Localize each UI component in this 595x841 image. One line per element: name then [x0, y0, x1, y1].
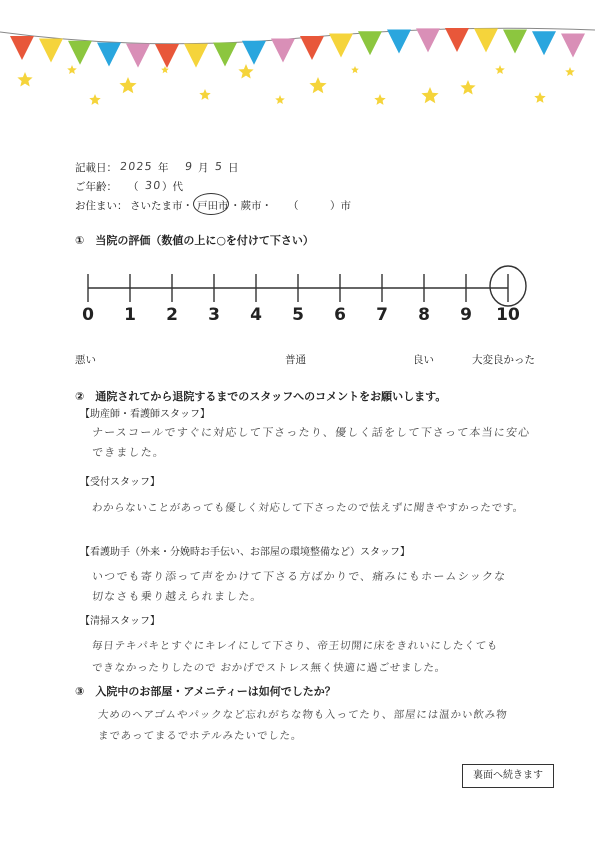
scale-label-7: 7 [376, 305, 388, 325]
cleaning-label: 【清掃スタッフ】 [80, 616, 160, 627]
star-icon [89, 94, 100, 105]
bunting-flag [416, 28, 440, 52]
age-value: 30 [144, 179, 163, 192]
scale-label-3: 3 [208, 305, 220, 325]
month-unit: 月 [198, 162, 209, 174]
star-icon [17, 72, 32, 87]
assistant-comment-line1: いつでも寄り添って声をかけて下さる方ばかりで、痛みにもホームシックな [91, 570, 507, 583]
bunting-flag [213, 42, 237, 66]
bunting-flag [184, 44, 208, 68]
bunting-flag [387, 30, 411, 54]
residence-option-1: さいたま市・ [130, 200, 193, 212]
scale-label-10: 10 [496, 305, 520, 325]
scale-label-1: 1 [124, 305, 136, 325]
bunting-flag [271, 38, 295, 62]
bunting-flag [155, 44, 179, 68]
bunting-flag [532, 31, 556, 55]
residence-option-3: ・蕨市・ [230, 200, 272, 212]
age-label: ご年齢： [75, 181, 117, 193]
day-unit: 日 [228, 162, 239, 174]
midwife-comment-line1: ナースコールですぐに対応して下さったり、優しく話をして下さって本当に安心 [91, 426, 532, 439]
date-month: 9 [184, 160, 194, 173]
bunting-flag [561, 34, 585, 58]
cleaning-comment-line2: できなかったりしたので おかげでストレス無く快適に過ごせました。 [91, 662, 447, 674]
star-icon [161, 66, 169, 73]
bunting-flag [68, 41, 92, 65]
star-icon [351, 66, 359, 73]
residence-option-2: 戸田市 [197, 200, 229, 212]
star-icon [199, 89, 210, 100]
age-open: （ [128, 181, 139, 193]
q1-title: ① 当院の評価（数値の上に○を付けて下さい） [75, 234, 314, 247]
anchor-normal: 普通 [285, 354, 306, 366]
bunting-flag [39, 38, 63, 62]
bunting-flag [97, 42, 121, 66]
star-icon [238, 64, 253, 79]
star-icon [119, 77, 136, 93]
scale-label-4: 4 [250, 305, 262, 325]
date-label: 記載日： [75, 162, 117, 174]
cleaning-comment-line1: 毎日テキパキとすぐにキレイにして下さり、帝王切開に床をきれいにしたくても [91, 640, 499, 652]
scale-label-2: 2 [166, 305, 178, 325]
scale-label-9: 9 [460, 305, 472, 325]
bunting-banner [0, 0, 595, 120]
residence-option-4: （ ）市 [288, 200, 351, 212]
age-close: ）代 [162, 181, 183, 193]
bunting-flag [10, 36, 34, 60]
bunting-flag [242, 41, 266, 65]
star-icon [495, 65, 505, 74]
date-year: 2025 [119, 160, 154, 173]
q2-title: ② 通院されてから退院するまでのスタッフへのコメントをお願いします。 [75, 390, 447, 403]
scale-label-0: 0 [82, 305, 94, 325]
residence-label: お住まい： [75, 200, 128, 212]
bunting-flag [300, 36, 324, 60]
star-icon [421, 87, 438, 103]
anchor-very-good: 大変良かった [472, 354, 535, 366]
reception-comment-line1: わからないことがあっても優しく対応して下さったので怯えずに聞きやすかったです。 [91, 502, 525, 514]
assistant-comment-line2: 切なさも乗り越えられました。 [91, 590, 264, 603]
q3-title: ③ 入院中のお部屋・アメニティーは如何でしたか？ [75, 685, 336, 698]
scale-label-6: 6 [334, 305, 346, 325]
bunting-flag [503, 30, 527, 54]
bunting-flag [474, 28, 498, 52]
anchor-good: 良い [413, 354, 434, 366]
bunting-flag [329, 34, 353, 58]
residence-selection-circle [193, 193, 229, 215]
date-day: 5 [214, 160, 224, 173]
scale-label-5: 5 [292, 305, 304, 325]
anchor-bad: 悪い [75, 354, 96, 366]
room-comment-line2: まであってまるでホテルみたいでした。 [97, 730, 304, 742]
continue-on-back-notice: 裏面へ続きます [462, 764, 554, 788]
room-comment-line1: 大めのヘアゴムやパックなど忘れがちな物も入ってたり、部屋には温かい飲み物 [97, 709, 509, 721]
bunting-flag [445, 28, 469, 52]
bunting-flag [126, 44, 150, 68]
year-unit: 年 [158, 162, 169, 174]
star-icon [309, 77, 326, 93]
midwife-label: 【助産師・看護師スタッフ】 [80, 409, 210, 420]
star-icon [374, 94, 385, 105]
bunting-flag [358, 31, 382, 55]
star-icon [565, 67, 575, 76]
assistant-label: 【看護助手（外来・分娩時お手伝い、お部屋の環境整備など）スタッフ】 [80, 547, 410, 558]
star-icon [534, 92, 545, 103]
midwife-comment-line2: できました。 [91, 446, 166, 459]
star-icon [67, 65, 77, 74]
star-icon [275, 95, 285, 104]
star-icon [460, 80, 475, 95]
reception-label: 【受付スタッフ】 [80, 477, 160, 488]
rating-scale-line [70, 258, 540, 338]
scale-label-8: 8 [418, 305, 430, 325]
